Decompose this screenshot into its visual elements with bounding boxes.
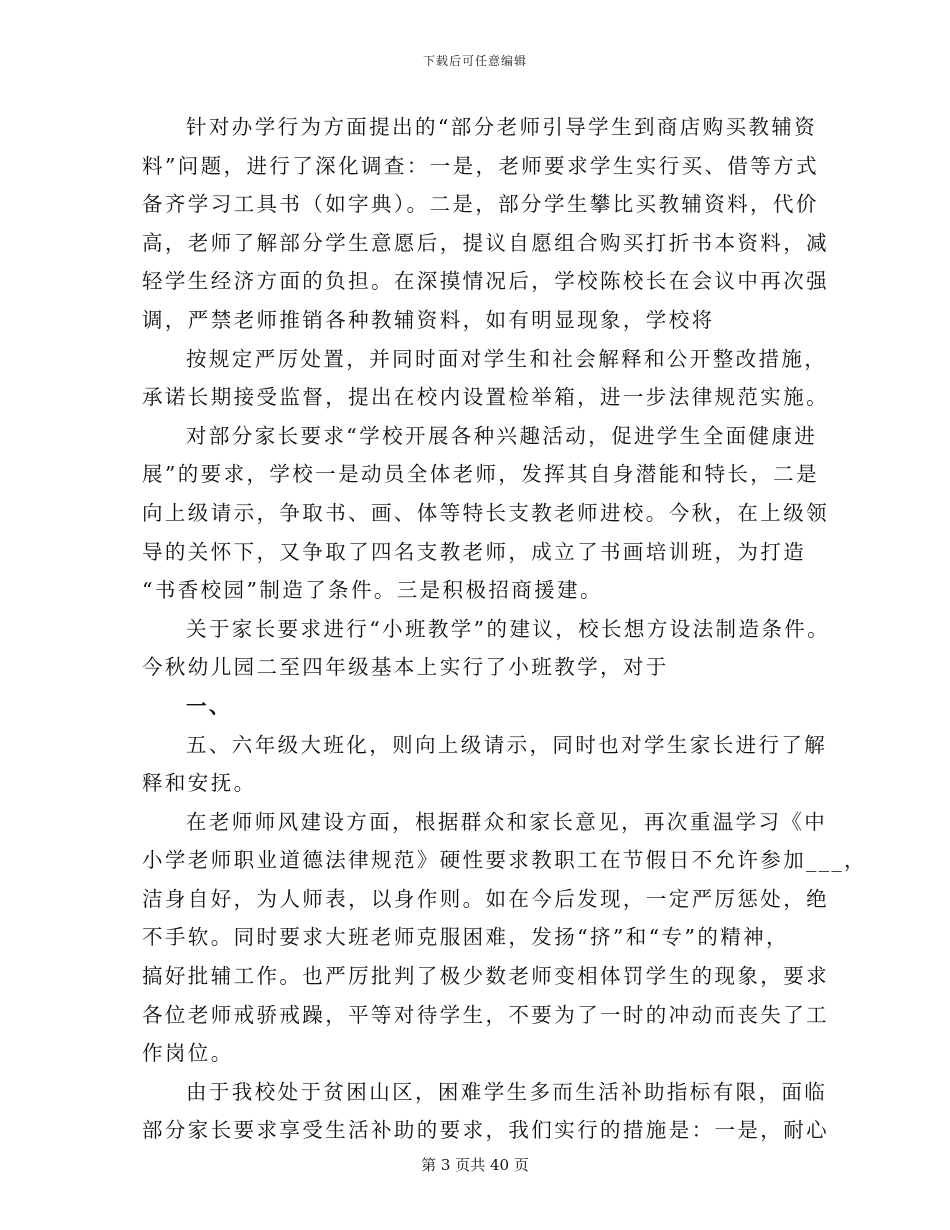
text-line: 料”问题，进行了深化调查：一是，老师要求学生实行买、借等方式 <box>142 153 819 178</box>
text-line: 调，严禁老师推销各种教辅资料，如有明显现象，学校将 <box>142 307 715 332</box>
text-line: 由于我校处于贫困山区，困难学生多而生活补助指标有限，面临 <box>186 1079 828 1104</box>
text-line: 向上级请示，争取书、画、体等特长支教老师进校。今秋，在上级领 <box>142 500 829 525</box>
text-line: 不手软。同时要求大班老师克服困难，发扬“挤”和“专”的精神， <box>142 925 789 950</box>
text-line: 轻学生经济方面的负担。在深摸情况后，学校陈校长在会议中再次强 <box>142 269 829 294</box>
text-line: 今秋幼儿园二至四年级基本上实行了小班教学，对于 <box>142 655 669 680</box>
text-line: 高，老师了解部分学生意愿后，提议自愿组合购买打折书本资料，减 <box>142 230 829 255</box>
text-line: 承诺长期接受监督，提出在校内设置检举箱，进一步法律规范实施。 <box>142 385 829 410</box>
text-line: 导的关怀下，又争取了四名支教老师，成立了书画培训班，为打造 <box>142 539 807 564</box>
text-line: 搞好批辅工作。也严厉批判了极少数老师变相体罚学生的现象，要求 <box>142 964 829 989</box>
text-line: 各位老师戒骄戒躁，平等对待学生，不要为了一时的冲动而丧失了工 <box>142 1002 829 1027</box>
text-line: 五、六年级大班化，则向上级请示，同时也对学生家长进行了解 <box>186 732 828 757</box>
section-heading: 一、 <box>186 693 232 718</box>
text-line: 关于家长要求进行“小班教学”的建议，校长想方设法制造条件。 <box>186 616 831 641</box>
page-header: 下载后可任意编辑 <box>422 54 527 68</box>
page-number: 第 3 页共 40 页 <box>421 1156 529 1174</box>
text-line: 部分家长要求享受生活补助的要求，我们实行的措施是：一是，耐心 <box>142 1118 829 1143</box>
text-line: 对部分家长要求“学校开展各种兴趣活动，促进学生全面健康进 <box>186 423 818 448</box>
text-line: 释和安抚。 <box>142 771 257 796</box>
text-line: 在老师师风建设方面，根据群众和家长意见，再次重温学习《中 <box>186 809 828 834</box>
text-line: 按规定严厉处置，并同时面对学生和社会解释和公开整改措施， <box>186 346 828 371</box>
text-line: 针对办学行为方面提出的“部分老师引导学生到商店购买教辅资 <box>186 115 818 139</box>
text-line: 作岗位。 <box>142 1041 234 1066</box>
text-line: 备齐学习工具书（如字典）。二是，部分学生攀比买教辅资料，代价 <box>142 192 819 217</box>
text-line: 展”的要求，学校一是动员全体老师，发挥其自身潜能和特长，二是 <box>142 462 819 487</box>
document-body <box>142 108 867 1150</box>
text-line: “书香校园”制造了条件。三是积极招商援建。 <box>142 578 603 603</box>
text-line: 洁身自好，为人师表，以身作则。如在今后发现，一定严厉惩处，绝 <box>142 886 829 911</box>
text-line: 小学老师职业道德法律规范》硬性要求教职工在节假日不允许参加___， <box>142 848 867 873</box>
